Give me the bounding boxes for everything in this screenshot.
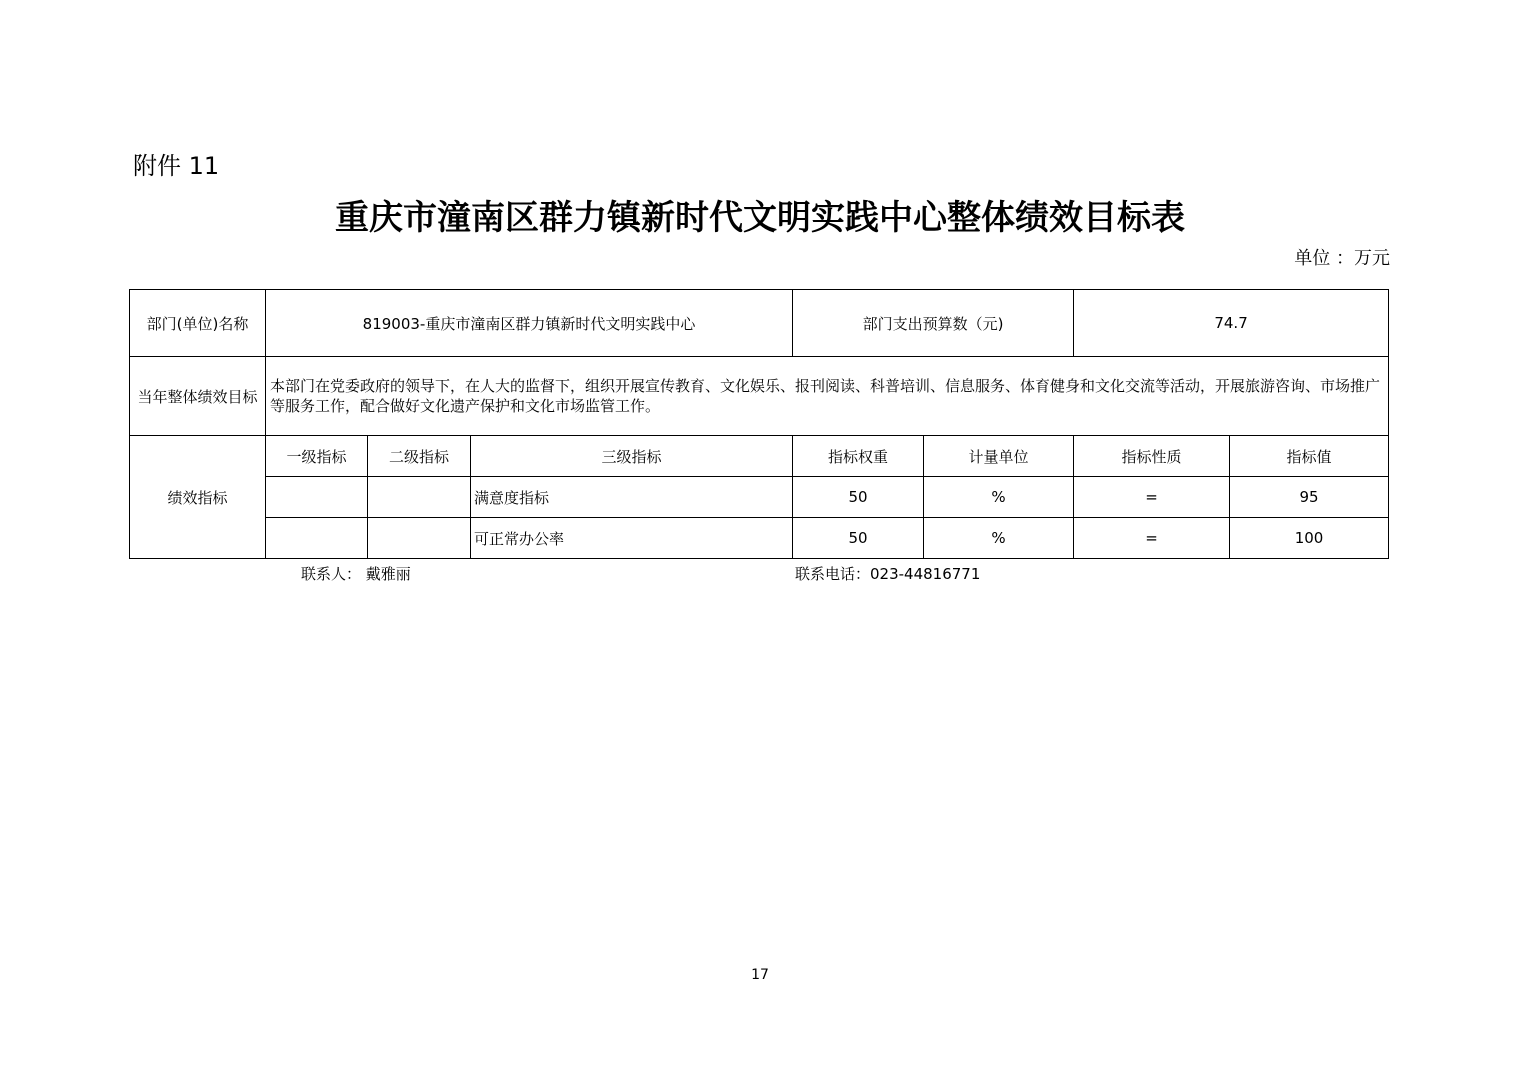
attachment-label: 附件 11	[133, 152, 220, 180]
indicator-header-row	[130, 436, 1389, 477]
header-level3: 三级指标	[471, 436, 793, 477]
header-nature: 指标性质	[1074, 436, 1230, 477]
dept-name-label: 部门(单位)名称	[130, 290, 266, 357]
goal-label: 当年整体绩效目标	[130, 357, 266, 436]
row-weight: 50	[793, 518, 924, 559]
row-level1	[266, 477, 368, 518]
contact-phone: 联系电话：023-44816771	[795, 565, 981, 583]
dept-name-value: 819003-重庆市潼南区群力镇新时代文明实践中心	[266, 290, 793, 357]
row-level1	[266, 518, 368, 559]
row-nature: =	[1074, 477, 1230, 518]
budget-label: 部门支出预算数（元)	[793, 290, 1074, 357]
header-level2: 二级指标	[368, 436, 471, 477]
header-value: 指标值	[1230, 436, 1389, 477]
indicators-label: 绩效指标	[130, 436, 266, 559]
performance-table	[129, 289, 1389, 559]
unit-label: 单位 ：万元	[1294, 248, 1390, 269]
row-level3: 满意度指标	[471, 477, 793, 518]
budget-value: 74.7	[1074, 290, 1389, 357]
goal-row	[130, 357, 1389, 436]
page-title: 重庆市潼南区群力镇新时代文明实践中心整体绩效目标表	[335, 198, 1185, 238]
row-value: 100	[1230, 518, 1389, 559]
table-row	[130, 518, 1389, 559]
table-row	[130, 477, 1389, 518]
row-unit: %	[924, 518, 1074, 559]
row-nature: =	[1074, 518, 1230, 559]
page-number: 17	[751, 967, 769, 983]
header-level1: 一级指标	[266, 436, 368, 477]
row-weight: 50	[793, 477, 924, 518]
dept-row	[130, 290, 1389, 357]
row-level3: 可正常办公率	[471, 518, 793, 559]
contact-person: 联系人： 戴雅丽	[301, 565, 411, 583]
header-unit: 计量单位	[924, 436, 1074, 477]
goal-text: 本部门在党委政府的领导下，在人大的监督下，组织开展宣传教育、文化娱乐、报刊阅读、科普培训、信息服务、体育健身和文化交流等活动，开展旅游咨询、市场推广等服务工作，配合做好文化遗产保护和文化市场监管工作。	[266, 357, 1389, 436]
row-value: 95	[1230, 477, 1389, 518]
row-unit: %	[924, 477, 1074, 518]
row-level2	[368, 518, 471, 559]
header-weight: 指标权重	[793, 436, 924, 477]
row-level2	[368, 477, 471, 518]
